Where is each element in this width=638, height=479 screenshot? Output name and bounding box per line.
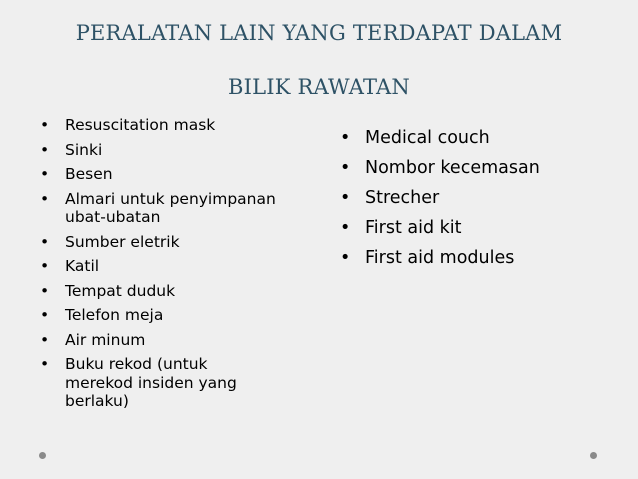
list-item: [40, 165, 280, 184]
list-item-text: Katil: [65, 257, 100, 275]
list-item: [340, 217, 610, 239]
list-item-text: Almari untuk penyimpanan ubat-ubatan: [65, 189, 276, 226]
list-item: [40, 257, 280, 276]
list-item: [340, 157, 610, 179]
list-item: [40, 116, 280, 135]
list-item: [40, 190, 280, 227]
bullet-icon: •: [40, 140, 50, 159]
list-item-text: Tempat duduk: [65, 281, 176, 300]
bullet-icon: •: [340, 218, 351, 238]
list-item: [40, 331, 280, 350]
bullet-icon: •: [40, 189, 50, 208]
left-bullet-list: [40, 116, 280, 417]
bullet-icon: •: [340, 248, 351, 268]
list-item: [40, 355, 280, 411]
list-item: [40, 233, 280, 252]
list-item: [40, 282, 280, 301]
bullet-icon: •: [40, 281, 50, 300]
list-item-text: Sinki: [65, 140, 103, 159]
list-item: [340, 187, 610, 209]
list-item-text: Telefon meja: [65, 306, 164, 324]
decorative-dot-icon: [590, 452, 597, 459]
bullet-icon: •: [40, 330, 50, 349]
list-item: [40, 141, 280, 160]
slide-title-line-2: BILIK RAWATAN: [227, 75, 410, 99]
bullet-icon: •: [340, 128, 351, 148]
decorative-dot-icon: [39, 452, 46, 459]
slide-title: [0, 20, 638, 100]
slide-title-line-1: PERALATAN LAIN YANG TERDAPAT DALAM: [75, 21, 563, 45]
list-item: [340, 127, 610, 149]
right-bullet-list: [340, 127, 610, 277]
bullet-icon: •: [340, 158, 351, 178]
list-item-text: Strecher: [365, 188, 440, 208]
list-item-text: First aid kit: [365, 218, 462, 238]
list-item-text: Resuscitation mask: [65, 116, 216, 134]
bullet-icon: •: [40, 306, 50, 324]
list-item-text: Nombor kecemasan: [365, 158, 540, 178]
list-item-text: Buku rekod (untuk merekod insiden yang berlaku): [65, 355, 237, 410]
bullet-icon: •: [40, 355, 50, 373]
bullet-icon: •: [340, 188, 351, 208]
bullet-icon: •: [40, 232, 50, 251]
list-item-text: Besen: [65, 165, 113, 183]
list-item-text: Air minum: [65, 330, 146, 349]
bullet-icon: •: [40, 116, 50, 134]
list-item: [340, 247, 610, 269]
list-item: [40, 306, 280, 325]
list-item-text: First aid modules: [365, 248, 515, 268]
list-item-text: Sumber eletrik: [65, 232, 180, 251]
list-item-text: Medical couch: [365, 128, 490, 148]
bullet-icon: •: [40, 257, 50, 275]
bullet-icon: •: [40, 165, 50, 183]
